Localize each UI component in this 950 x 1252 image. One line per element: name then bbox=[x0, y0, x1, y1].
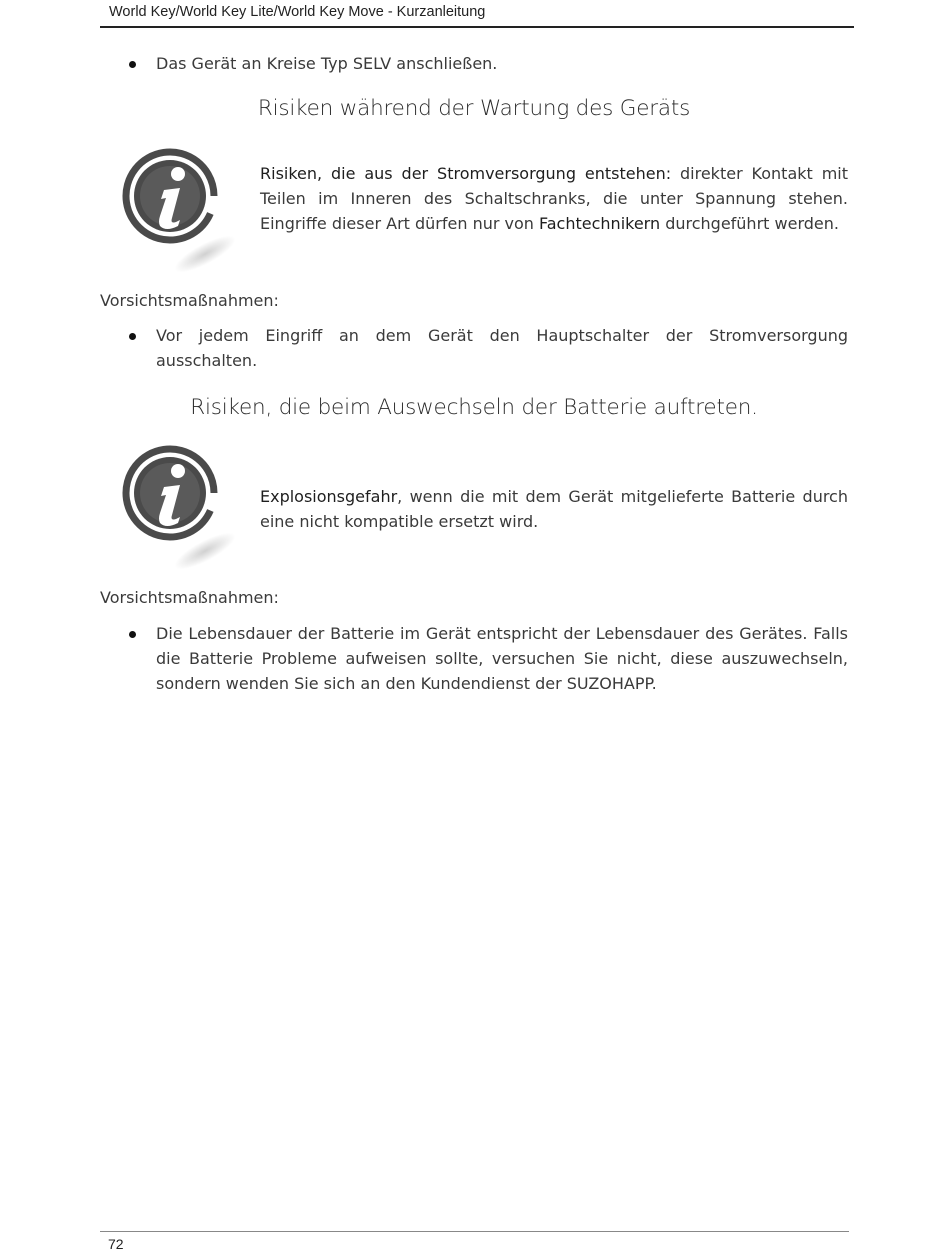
list-item bbox=[100, 51, 848, 76]
info-text: , wenn die mit dem Gerät mitgelieferte Batterie durch eine nicht kompatible ersetzt wird. bbox=[260, 487, 848, 531]
precautions-label: Vorsichtsmaßnahmen: bbox=[100, 291, 279, 310]
info-text-part-1: direkter Kontakt mit Teilen im Inneren des Schaltschranks, die unter Spannung stehen. Eingriffe dieser Art dürfen nur von bbox=[260, 164, 849, 233]
section-heading-battery: Risiken, die beim Auswechseln der Batterie auftreten. bbox=[190, 395, 758, 420]
header-title: World Key/World Key Lite/World Key Move - Kurzanleitung bbox=[109, 4, 486, 20]
bullet-icon bbox=[129, 61, 136, 68]
info-icon bbox=[120, 144, 240, 274]
page-number: 72 bbox=[108, 1236, 124, 1252]
page-footer bbox=[100, 1231, 849, 1252]
list-item-text: Das Gerät an Kreise Typ SELV anschließen. bbox=[156, 54, 498, 73]
list-item bbox=[100, 621, 848, 696]
list-item-text: Vor jedem Eingriff an dem Gerät den Hauptschalter der Stromversorgung ausschalten. bbox=[156, 326, 848, 370]
info-text-part-2: durchgeführt werden. bbox=[660, 214, 839, 233]
info-lead: Explosionsgefahr bbox=[260, 487, 398, 506]
section-heading-maintenance: Risiken während der Wartung des Geräts bbox=[257, 96, 691, 121]
bullet-icon bbox=[129, 333, 136, 340]
info-text-maintenance bbox=[260, 161, 848, 236]
info-icon bbox=[120, 441, 240, 571]
running-header bbox=[100, 0, 854, 28]
info-emphasis: Fachtechnikern bbox=[539, 214, 661, 233]
bullet-icon bbox=[129, 631, 136, 638]
info-text-battery bbox=[260, 484, 848, 534]
list-item bbox=[100, 323, 848, 373]
info-lead: Risiken, die aus der Stromversorgung entstehen: bbox=[260, 164, 672, 183]
precautions-label: Vorsichtsmaßnahmen: bbox=[100, 588, 279, 607]
list-item-text: Die Lebensdauer der Batterie im Gerät entspricht der Lebensdauer des Gerätes. Falls die Batterie Probleme aufweisen sollte, versuchen Sie nicht, diese auszuwechseln, sondern wenden Sie sich an den Kundendienst der SUZOHAPP. bbox=[156, 624, 848, 693]
